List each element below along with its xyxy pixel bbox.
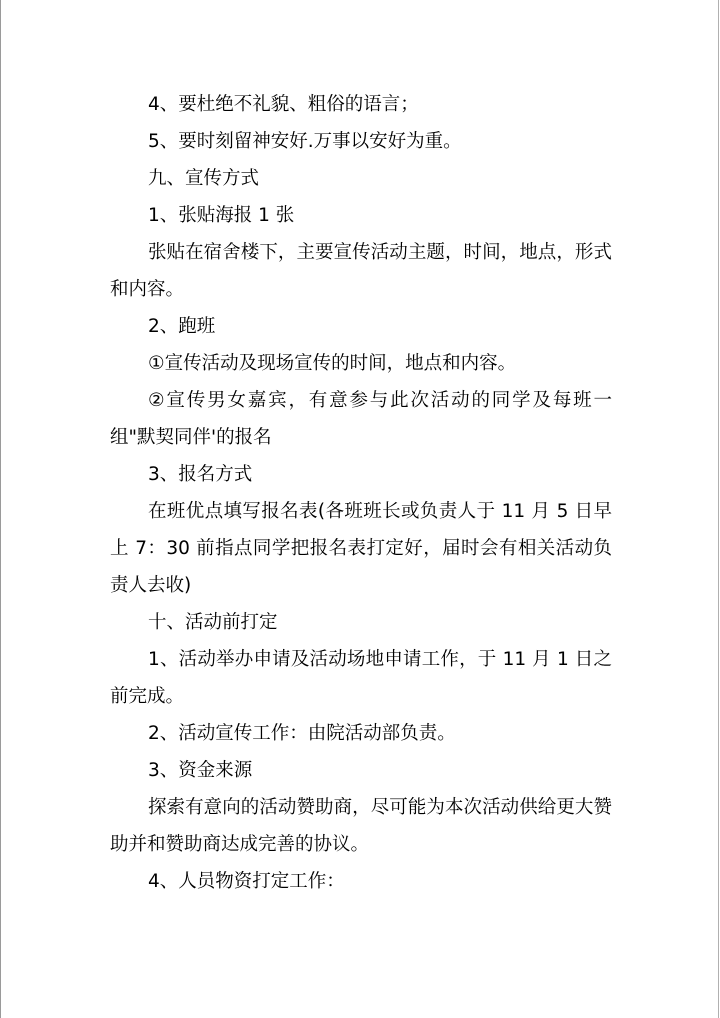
paragraph-funding-details: 探索有意向的活动赞助商，尽可能为本次活动供给更大赞助并和赞助商达成完善的协议。 [110,797,612,855]
paragraph-poster-details: 张贴在宿舍楼下，主要宣传活动主题，时间，地点，形式和内容。 [110,242,612,300]
item-poster: 1、张贴海报 1 张 [148,205,295,226]
item-personnel: 4、人员物资打定工作： [148,871,345,892]
item-class-visits: 2、跑班 [148,316,216,337]
document-body [110,86,612,900]
item-funding: 3、资金来源 [148,760,253,781]
section-heading-publicity: 九、宣传方式 [148,168,260,189]
item-publicity-work: 2、活动宣传工作：由院活动部负责。 [148,723,456,744]
paragraph-rule-5: 5、要时刻留神安好.万事以安好为重。 [148,131,462,152]
paragraph-class-visits-1: ①宣传活动及现场宣传的时间，地点和内容。 [148,353,517,374]
paragraph-rule-4: 4、要杜绝不礼貌、粗俗的语言； [148,94,419,115]
item-registration: 3、报名方式 [148,464,253,485]
paragraph-class-visits-2: ②宣传男女嘉宾，有意参与此次活动的同学及每班一组"默契同伴'的报名 [110,390,612,448]
paragraph-registration-details: 在班优点填写报名表(各班班长或负责人于 11 月 5 日早上 7：30 前指点同学把报名表打定好，届时会有相关活动负责人去收) [110,501,612,596]
item-application: 1、活动举办申请及活动场地申请工作，于 11 月 1 日之前完成。 [110,649,612,707]
section-heading-preparation: 十、活动前打定 [148,612,278,633]
